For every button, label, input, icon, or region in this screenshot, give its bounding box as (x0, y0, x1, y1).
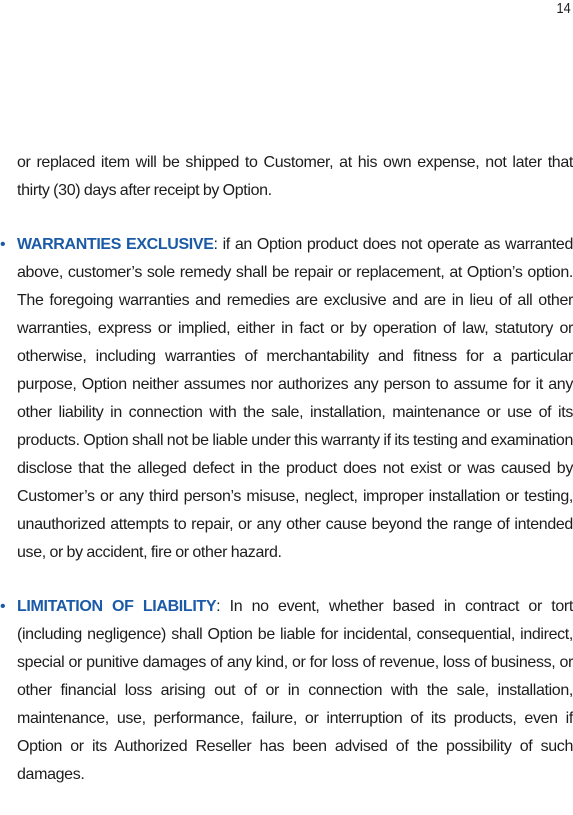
intro-paragraph: or replaced item will be shipped to Customer, at his own expense, not later that thirty (30) days after receipt by Option. (17, 154, 573, 199)
section-limitation-of-liability (0, 593, 573, 789)
section-text: : In no event, whether based in contract or tort (including negligence) shall Option be liable for incidental, consequential, indirect, special or punitive damages of any kind, or for loss of revenue, loss of business, or other financial loss arising out of or in connection with the sale, installation, maintenance, use, performance, failure, or interruption of its products, even if Option or its Authorized Reseller has been advised of the possibility of such damages. (17, 598, 573, 783)
document-body (0, 149, 573, 815)
section-text: : if an Option product does not operate as warranted above, customer’s sole remedy shall be repair or replacement, at Option’s option. The foregoing warranties and remedies are exclusive and are in lieu of all other warranties, express or implied, either in fact or by operation of law, statutory or otherwise, including warranties of merchantability and fitness for a particular purpose, Option neither assumes nor authorizes any person to assume for it any other liability in connection with the sale, installation, maintenance or use of its products. Option shall not be liable under this warranty if its testing and examination disclose that the alleged defect in the product does not exist or was caused by Customer’s or any third person’s misuse, neglect, improper installation or testing, unauthorized attempts to repair, or any other cause beyond the range of intended use, or by accident, fire or other hazard. (17, 236, 573, 561)
term-warranties-exclusive: WARRANTIES EXCLUSIVE (17, 236, 214, 253)
section-paragraph (17, 231, 573, 567)
section-paragraph (17, 593, 573, 789)
page-number: 14 (556, 0, 571, 17)
section-warranties-exclusive (0, 231, 573, 567)
bullet-marker: • (0, 236, 6, 253)
term-limitation-of-liability: LIMITATION OF LIABILITY (17, 598, 217, 615)
bullet-marker: • (0, 598, 6, 615)
